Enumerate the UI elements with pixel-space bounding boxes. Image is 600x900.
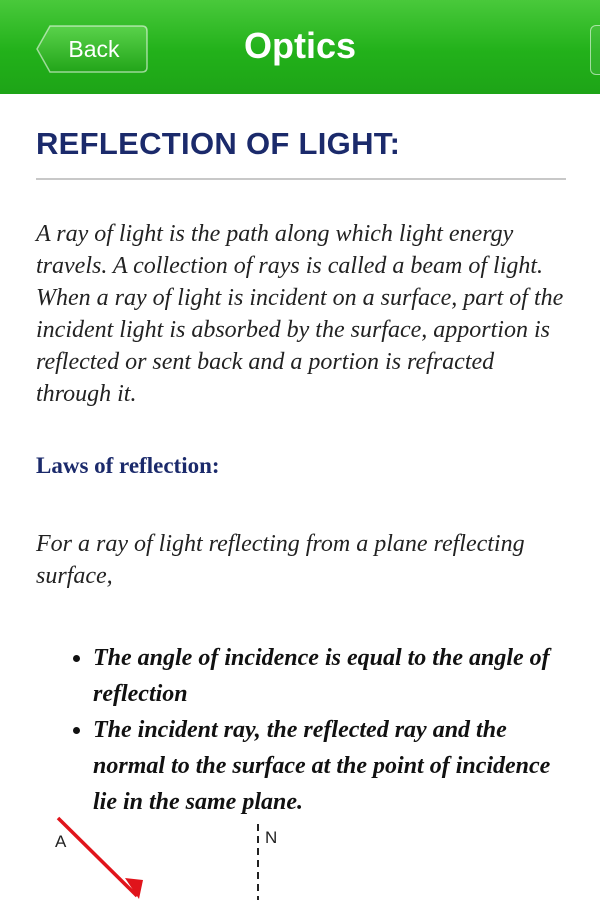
label-a: A — [55, 832, 67, 851]
article-content — [36, 94, 566, 820]
list-item: • The angle of incidence is equal to the angle of reflection — [93, 640, 566, 712]
intro-paragraph: A ray of light is the path along which light energy travels. A collection of rays is called a beam of light. When a ray of light is incident on a surface, part of the incident light is absorbed by the surface, apportion is reflected or sent back and a portion is refracted through it. — [36, 221, 564, 407]
laws-intro: For a ray of light reflecting from a plane reflecting surface, — [36, 531, 525, 589]
label-n: N — [265, 828, 278, 847]
list-item: • The incident ray, the reflected ray and the normal to the surface at the point of incidence lie in the same plane. — [93, 712, 566, 820]
laws-heading: Laws of reflection: — [36, 453, 220, 478]
back-button-label: Back — [68, 36, 120, 62]
laws-list — [36, 640, 566, 820]
header-right-button[interactable] — [590, 25, 600, 75]
heading-divider — [36, 178, 566, 180]
section-heading: REFLECTION OF LIGHT: — [36, 126, 401, 161]
incident-ray — [58, 818, 137, 896]
page-title: Optics — [243, 25, 357, 66]
reflection-diagram — [0, 810, 600, 900]
app-header — [0, 0, 600, 94]
